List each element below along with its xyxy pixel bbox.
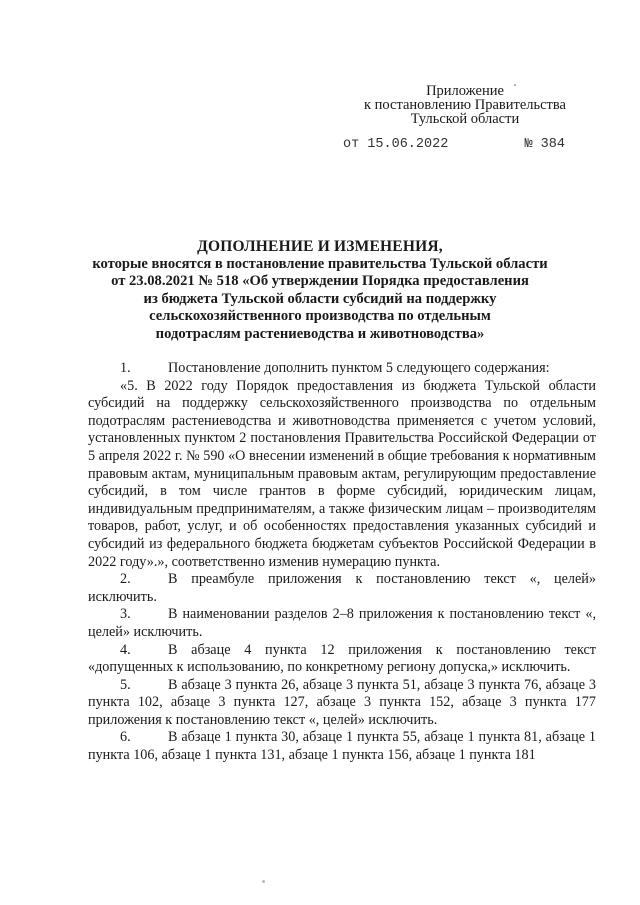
item-4 bbox=[88, 642, 596, 677]
item-1-quote bbox=[88, 378, 596, 572]
item-number: 1. bbox=[120, 360, 131, 376]
document-body bbox=[88, 360, 596, 765]
title-line: подотраслям растениеводства и животноводства» bbox=[155, 325, 485, 342]
resolution-date: от 15.06.2022 bbox=[343, 137, 449, 152]
item-number: 6. bbox=[120, 729, 131, 746]
scan-speck bbox=[262, 880, 265, 883]
item-text: «5. В 2022 году Порядок предоставления из бюджета Тульской области субсидий на поддержку сельскохозяйственного производства по отдельным подотраслям растениеводства и животноводства применяется с учетом условий, установленных пунктом 2 постановления Правительства Российской Федерации от 5 апреля 2022 г. № 590 «О внесении изменений в общие требования к нормативным правовым актам, муниципальным правовым актам, регулирующим предоставление субсидий, в том числе грантов в форме субсидий, юридическим лицам, индивидуальным предпринимателям, а также физическим лицам – производителям товаров, работ, услуг, и об особенностях предоставления указанных субсидий и субсидий из федерального бюджета бюджетам субъектов Российской Федерации в 2022 году».», соответственно изменив нумерацию пункта. bbox=[88, 377, 596, 570]
item-number: 5. bbox=[120, 676, 131, 693]
title-line: сельскохозяйственного производства по отдельным bbox=[149, 308, 491, 325]
item-text: В абзаце 4 пункта 12 приложения к постановлению текст «допущенных к использованию, по конкретному региону допуска,» исключить. bbox=[88, 641, 596, 676]
appendix-label: Приложение bbox=[426, 83, 504, 99]
item-text: Постановление дополнить пунктом 5 следующего содержания: bbox=[168, 360, 550, 376]
resolution-number: № 384 bbox=[524, 137, 565, 152]
item-2 bbox=[88, 571, 596, 606]
item-number: 4. bbox=[120, 641, 131, 658]
appendix-header bbox=[350, 84, 580, 126]
item-text: В преамбуле приложения к постановлению текст «, целей» исключить. bbox=[88, 571, 596, 605]
item-3 bbox=[88, 606, 596, 641]
item-5 bbox=[88, 677, 596, 730]
title-main: ДОПОЛНЕНИЕ И ИЗМЕНЕНИЯ, bbox=[197, 238, 443, 255]
item-number: 3. bbox=[120, 606, 131, 623]
item-number: 2. bbox=[120, 571, 131, 588]
item-text: В абзаце 3 пункта 26, абзаце 3 пункта 51, абзаце 3 пункта 76, абзаце 3 пункта 102, абзаце 3 пункта 127, абзаце 3 пункта 152, абзаце 3 пункта 177 приложения к постановлению текст «, целей» исключить. bbox=[88, 676, 596, 728]
title-line: из бюджета Тульской области субсидий на поддержку bbox=[143, 290, 497, 307]
item-text: В абзаце 1 пункта 30, абзаце 1 пункта 55, абзаце 1 пункта 81, абзаце 1 пункта 106, абзаце 1 пункта 131, абзаце 1 пункта 156, абзаце 1 пункта 181 bbox=[88, 729, 596, 764]
item-6 bbox=[88, 729, 596, 764]
title-line: которые вносятся в постановление правительства Тульской области bbox=[92, 255, 548, 272]
document-title bbox=[60, 238, 580, 344]
title-line: от 23.08.2021 № 518 «Об утверждении Порядка предоставления bbox=[111, 273, 529, 290]
date-number-line bbox=[343, 137, 573, 152]
appendix-region: Тульской области bbox=[410, 111, 520, 127]
item-1 bbox=[88, 360, 596, 378]
appendix-resolution-ref: к постановлению Правительства bbox=[364, 97, 566, 113]
item-text: В наименовании разделов 2–8 приложения к постановлению текст «, целей» исключить. bbox=[88, 606, 596, 640]
